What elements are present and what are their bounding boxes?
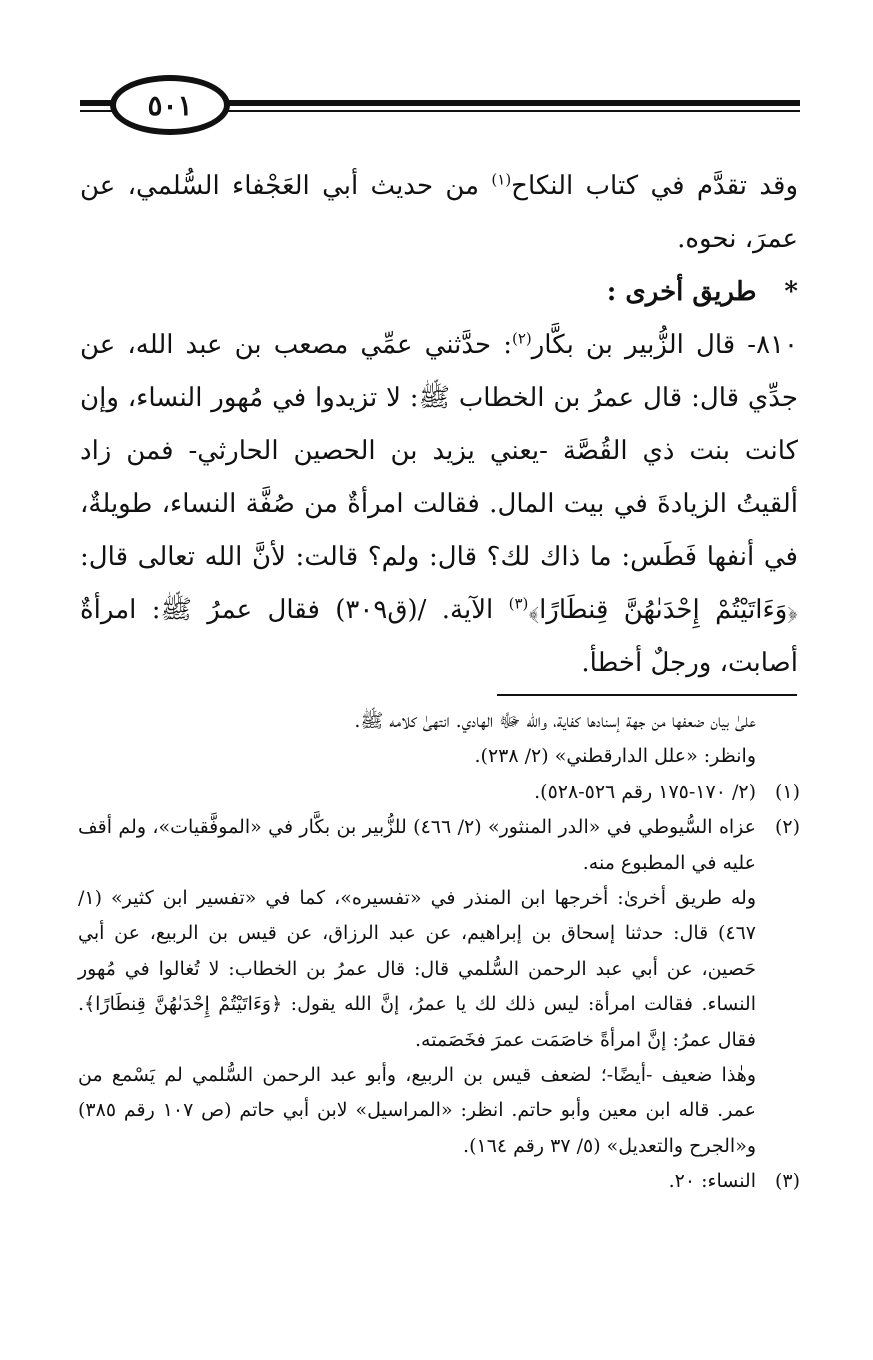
- footnote-2-paragraph-2: وله طريق أخرىٰ: أخرجها ابن المنذر في «تفسيره»، كما في «تفسير ابن كثير» (١/ ٤٦٧) قال: حدثنا إسحاق بن إبراهيم، عن عبد الرزاق، عن قيس بن الربيع، عن أبي حَصين، عن أبي عبد الرحمن السُّلمي قال: قال عمرُ بن الخطاب: لا تُغالوا في مُهور النساء. فقالت امرأة: ليس ذلك لك يا عمرُ، إنَّ الله يقول: ﴿وَءَاتَيْتُمْ إِحْدَىٰهُنَّ قِنطَارًا﴾. فقال عمرُ: إنَّ امرأةً خاصَمَت عمرَ فخَصَمته.: [78, 887, 756, 1051]
- paragraph-intro: وقد تقدَّم في كتاب النكاح$^{(١)}$ من حديث أبي العَجْفاء السُّلمي، عن عمرَ، نحوه.: [80, 170, 798, 254]
- main-text: [80, 160, 798, 690]
- footnote-continued-2: وانظر: «علل الدارقطني» (٢/ ٢٣٨).: [474, 745, 756, 768]
- page-header: [80, 70, 800, 140]
- footnote-2: [78, 810, 800, 881]
- footnote-1: [78, 775, 800, 810]
- footnote-ref-1: (١): [491, 170, 512, 189]
- star-icon: *: [784, 277, 798, 307]
- footnote-1-text: (٢/ ١٧٠-١٧٥ رقم ٥٢٦-٥٢٨).: [534, 780, 756, 803]
- footnote-3: [78, 1164, 800, 1199]
- section-heading: *طريق أخرى :: [606, 277, 798, 307]
- footnote-separator: [497, 694, 797, 696]
- footnotes: [78, 704, 800, 1200]
- page-number: ٥٠١: [110, 75, 230, 135]
- footnote-2-paragraph-3: وهٰذا ضعيف -أيضًا-؛ لضعف قيس بن الربيع، وأبو عبد الرحمن السُّلمي لم يَسْمع من عمر. قاله ابن معين وأبو حاتم. انظر: «المراسيل» لابن أبي حاتم (ص ١٠٧ رقم ٣٨٥) و«الجرح والتعديل» (٥/ ٣٧ رقم ١٦٤).: [78, 1064, 756, 1157]
- footnote-3-number: (٣): [774, 1170, 800, 1193]
- paragraph-810: ٨١٠- قال الزُّبير بن بكَّار$^{(٢)}$: حدَّثني عمِّي مصعب بن عبد الله، عن جدِّي قال: قال عمرُ بن الخطاب ﷺ: لا تزيدوا في مُهور النساء، وإن كانت بنت ذي القُصَّة -يعني يزيد بن الحصين الحارثي- فمن زاد ألقيتُ الزيادةَ في بيت المال. فقالت امرأةٌ من صُفَّة النساء، طويلةٌ، في أنفها فَطَس: ما ذاك لك؟ قال: ولم؟ قالت: لأنَّ الله تعالى قال: ﴿وَءَاتَيْتُمْ إِحْدَىٰهُنَّ قِنطَارًا﴾$^{(٣)}$ الآية. /(ق٣٠٩) فقال عمرُ ﷺ: امرأةٌ أصابت، ورجلٌ أخطأ.: [80, 329, 798, 678]
- footnote-3-text: النساء: ٢٠.: [668, 1170, 756, 1193]
- footnote-ref-2: (٢): [511, 329, 532, 348]
- footnote-1-number: (١): [774, 780, 800, 803]
- footnote-2-text: عزاه السُّيوطي في «الدر المنثور» (٢/ ٤٦٦) للزُّبير بن بكَّار في «الموفَّقيات»، ولم أقف عليه في المطبوع منه.: [78, 816, 756, 874]
- footnote-ref-3: (٣): [508, 594, 529, 613]
- footnote-2-number: (٢): [774, 816, 800, 839]
- footnote-continued-1: علىٰ بيان ضعفها من جهة إسنادها كفاية، والله ﷻ الهادي. انتهىٰ كلامه ﷺ.: [354, 710, 756, 732]
